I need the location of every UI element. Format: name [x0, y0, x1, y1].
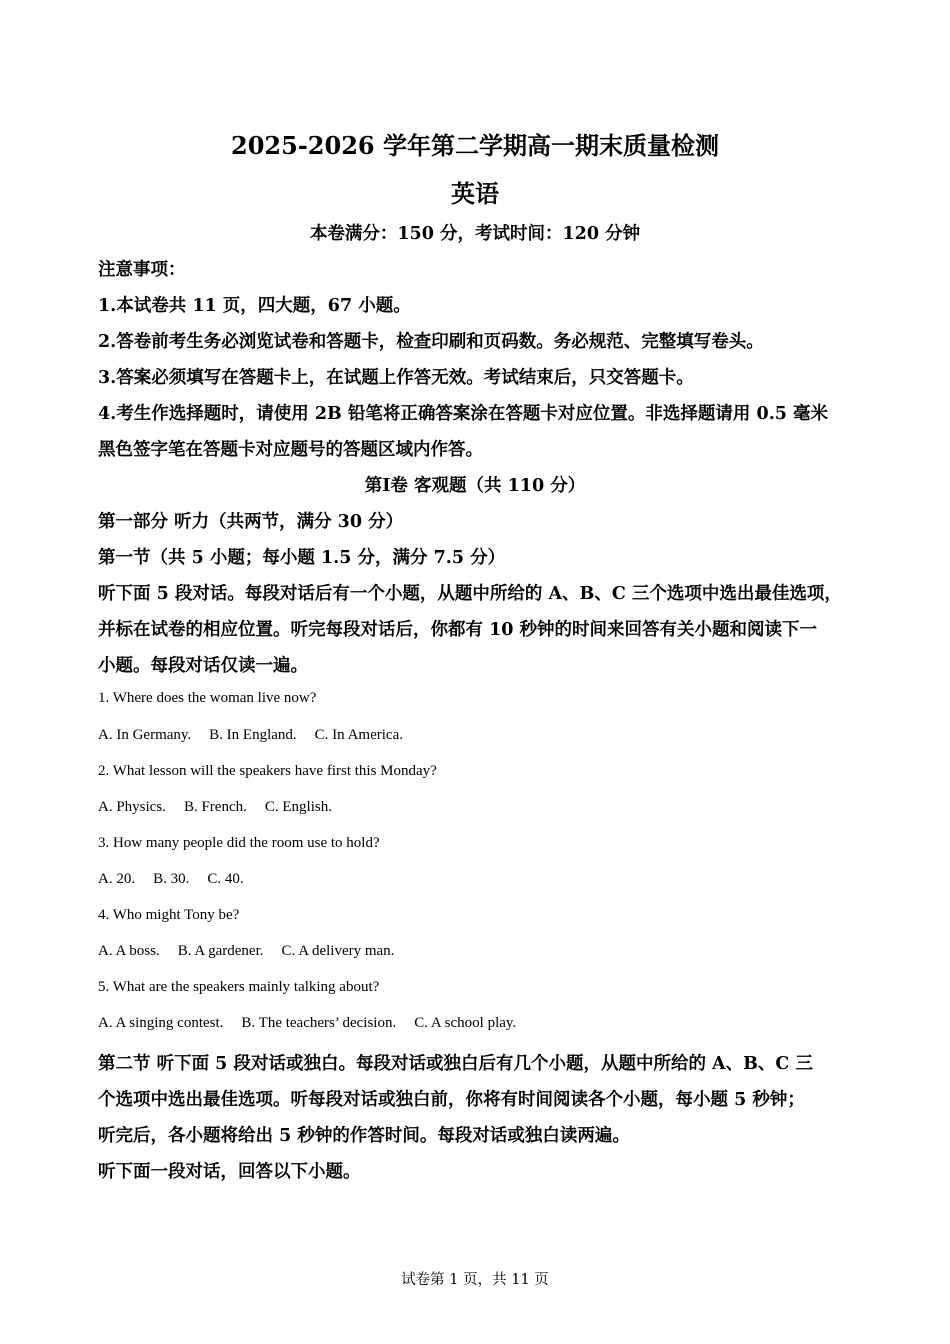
question-options [98, 871, 852, 888]
question-text: 3. How many people did the room use to hold? [98, 835, 380, 851]
option-a: A. 20. [98, 871, 136, 887]
question-text: 1. Where does the woman live now? [98, 690, 317, 706]
notice-item: 2.答卷前考生务必浏览试卷和答题卡，检查印刷和页码数。务必规范、完整填写卷头。 [98, 332, 764, 352]
page-footer: 试卷第 1 页，共 11 页 [401, 1272, 549, 1288]
exam-info: 本卷满分：150 分，考试时间：120 分钟 [309, 224, 641, 244]
question-options [98, 799, 852, 816]
section1-heading: 第一节（共 5 小题；每小题 1.5 分，满分 7.5 分） [98, 548, 506, 568]
instruction-line: 听下面 5 段对话。每段对话后有一个小题，从题中所给的 A、B、C 三个选项中选出最佳选项， [98, 584, 842, 604]
option-b: B. French. [183, 799, 247, 815]
question-text: 4. Who might Tony be? [98, 907, 240, 923]
option-a: A. A singing contest. [98, 1015, 224, 1031]
option-b: B. 30. [153, 871, 190, 887]
option-a: A. A boss. [98, 943, 160, 959]
question-text: 5. What are the speakers mainly talking about? [98, 979, 380, 995]
notice-item: 3.答案必须填写在答题卡上，在试题上作答无效。考试结束后，只交答题卡。 [98, 368, 694, 388]
question-options [98, 1015, 852, 1032]
option-c: C. In America. [314, 727, 403, 743]
section-heading: 第Ⅰ卷 客观题（共 110 分） [364, 476, 586, 496]
question-options [98, 943, 852, 960]
exam-title: 2025-2026 学年第二学期高一期末质量检测 [231, 131, 719, 160]
option-c: C. A school play. [414, 1015, 517, 1031]
instruction-line: 小题。每段对话仅读一遍。 [98, 656, 308, 676]
option-a: A. In Germany. [98, 727, 192, 743]
instruction-line: 并标在试卷的相应位置。听完每段对话后，你都有 10 秒钟的时间来回答有关小题和阅读下一 [98, 620, 818, 640]
section2-line: 个选项中选出最佳选项。听每段对话或独白前，你将有时间阅读各个小题，每小题 5 秒钟； [98, 1090, 805, 1110]
section2-line: 听下面一段对话，回答以下小题。 [98, 1162, 361, 1182]
part1-heading: 第一部分 听力（共两节，满分 30 分） [98, 512, 404, 532]
notice-item: 黑色签字笔在答题卡对应题号的答题区域内作答。 [98, 440, 483, 460]
section2-line: 听完后，各小题将给出 5 秒钟的作答时间。每段对话或独白读两遍。 [98, 1126, 630, 1146]
option-c: C. A delivery man. [281, 943, 395, 959]
notice-item: 1.本试卷共 11 页，四大题，67 小题。 [98, 296, 411, 316]
option-a: A. Physics. [98, 799, 166, 815]
option-c: C. 40. [207, 871, 244, 887]
subject-title: 英语 [451, 179, 499, 208]
question-text: 2. What lesson will the speakers have first this Monday? [98, 763, 437, 779]
option-b: B. In England. [209, 727, 297, 743]
question-options [98, 727, 852, 744]
notice-heading: 注意事项： [98, 260, 186, 280]
option-b: B. A gardener. [177, 943, 264, 959]
notice-item: 4.考生作选择题时，请使用 2B 铅笔将正确答案涂在答题卡对应位置。非选择题请用 0.5 毫米 [98, 404, 829, 424]
option-c: C. English. [264, 799, 332, 815]
option-b: B. The teachers’ decision. [241, 1015, 397, 1031]
section2-line: 第二节 听下面 5 段对话或独白。每段对话或独白后有几个小题，从题中所给的 A、B、C 三 [98, 1054, 813, 1074]
